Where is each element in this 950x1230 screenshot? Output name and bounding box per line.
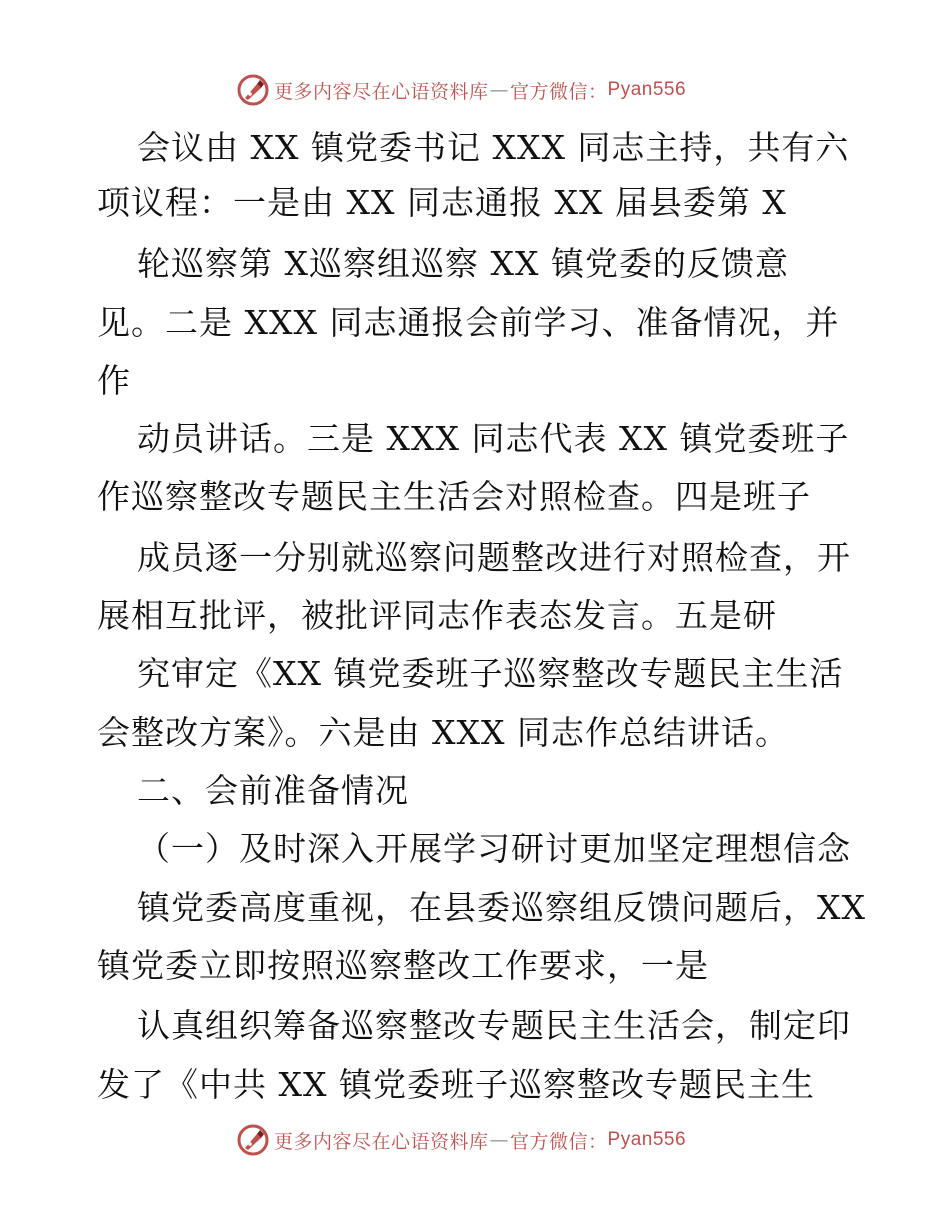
body-line: 项议程：一是由 XX 同志通报 XX 届县委第 X bbox=[97, 183, 787, 222]
watermark-contact-label: 官方微信： bbox=[510, 80, 608, 103]
watermark-separator: — bbox=[489, 79, 510, 101]
body-line: 发了《中共 XX 镇党委班子巡察整改专题民主生 bbox=[97, 1065, 815, 1104]
body-line: 作巡察整改专题民主生活会对照检查。四是班子 bbox=[97, 477, 811, 516]
body-line: 轮巡察第 X巡察组巡察 XX 镇党委的反馈意 bbox=[137, 244, 789, 283]
watermark-text: 更多内容尽在心语资料库 bbox=[274, 1130, 489, 1153]
watermark-contact-label: 官方微信： bbox=[510, 1130, 608, 1153]
watermark-footer bbox=[236, 1122, 686, 1158]
body-line: 成员逐一分别就巡察问题整改进行对照检查，开 bbox=[137, 538, 851, 577]
body-line: 会议由 XX 镇党委书记 XXX 同志主持，共有六 bbox=[137, 128, 850, 167]
section-heading: 二、会前准备情况 bbox=[137, 771, 409, 810]
watermark-contact-id: Pyan556 bbox=[607, 1129, 687, 1150]
body-line: 动员讲话。三是 XXX 同志代表 XX 镇党委班子 bbox=[137, 419, 850, 458]
body-line: 认真组织筹备巡察整改专题民主生活会，制定印 bbox=[137, 1006, 851, 1045]
body-line: 镇党委高度重视，在县委巡察组反馈问题后，XX bbox=[137, 888, 866, 927]
watermark-header bbox=[236, 72, 686, 108]
pen-nib-logo-icon bbox=[236, 1123, 270, 1157]
body-line: 见。二是 XXX 同志通报会前学习、准备情况，并 bbox=[97, 303, 840, 342]
pen-nib-logo-icon bbox=[236, 73, 270, 107]
body-line: 镇党委立即按照巡察整改工作要求，一是 bbox=[97, 946, 709, 985]
body-line: 会整改方案》。六是由 XXX 同志作总结讲话。 bbox=[97, 713, 789, 752]
body-line: 展相互批评，被批评同志作表态发言。五是研 bbox=[97, 596, 777, 635]
watermark-contact-id: Pyan556 bbox=[607, 79, 687, 100]
body-line: 究审定《XX 镇党委班子巡察整改专题民主生活 bbox=[137, 654, 844, 693]
watermark-text: 更多内容尽在心语资料库 bbox=[274, 80, 489, 103]
subsection-heading: （一）及时深入开展学习研讨更加坚定理想信念 bbox=[137, 829, 851, 868]
body-line: 作 bbox=[97, 361, 131, 400]
watermark-separator: — bbox=[489, 1129, 510, 1151]
